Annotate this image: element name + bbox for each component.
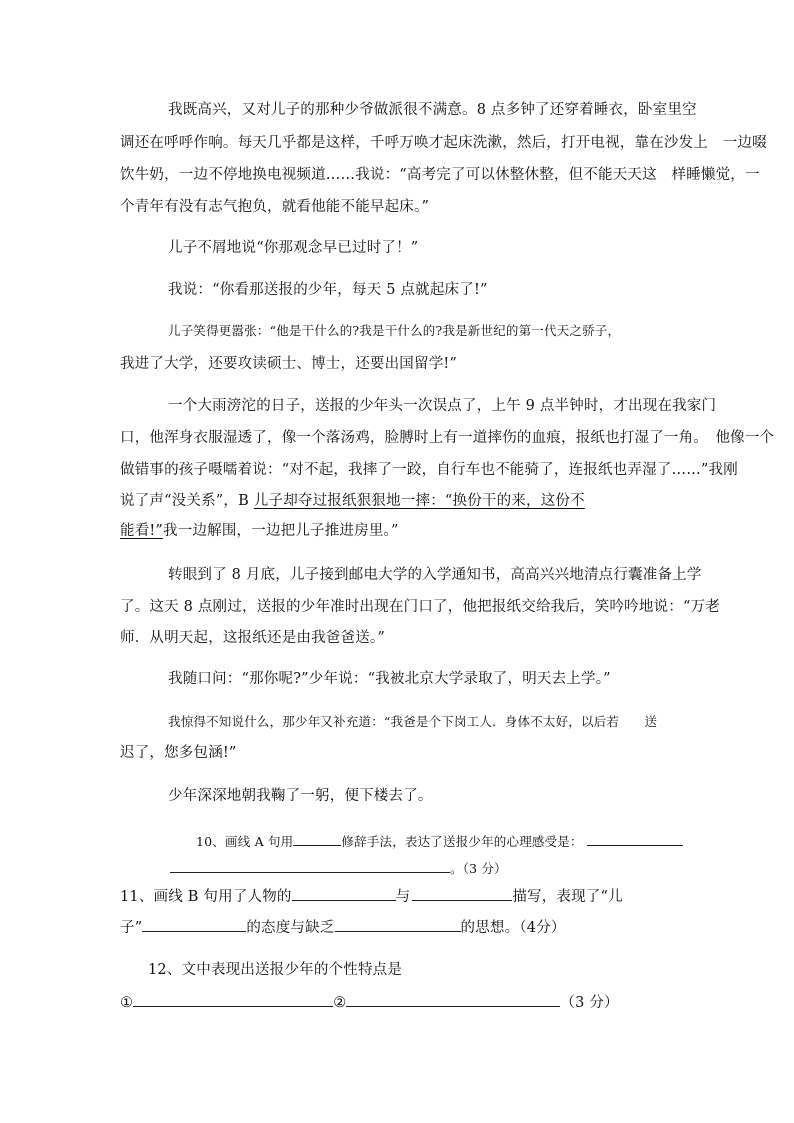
question-11-line-2 [120, 917, 680, 938]
paragraph-8-line-2: 迟了，您多包涵!” [120, 745, 237, 761]
question-12-blank-1[interactable] [133, 992, 333, 1007]
paragraph-4-line-2: 我进了大学，还要攻读硕士、博士，还要出国留学!” [120, 356, 458, 372]
question-11-and: 与 [395, 889, 411, 905]
question-11-middle: 描写，表现了“儿 [512, 889, 623, 905]
paragraph-6-line-1: 转眼到了 8 月底，儿子接到邮电大学的入学通知书，高高兴兴地清点行囊准备上学 [168, 567, 702, 583]
question-11-blank-2[interactable] [412, 886, 512, 901]
question-12-answer-line [120, 992, 680, 1013]
paragraph-5-line-4-lead: 说了声“没关系”，B [120, 493, 254, 509]
underlined-sentence-b-part-1: 儿子却夺过报纸狠狠地一摔：“换份干的来，这份不 [253, 493, 585, 509]
paragraph-4-line-1: 儿子笑得更嚣张：“他是干什么的?我是干什么的?我是新世纪的第一代天之骄子， [168, 323, 621, 338]
question-10-line-2 [170, 858, 670, 879]
paragraph-1-line-1: 我既高兴，又对儿子的那种少爷做派很不满意。8 点多钟了还穿着睡衣，卧室里空 [168, 102, 697, 118]
question-10-prefix: 10、画线 A 句用 [196, 834, 294, 849]
paragraph-5-line-2: 口，他浑身衣服湿透了，像一个落汤鸡，脸膊时上有一道摔伤的血痕，报纸也打湿了一角。 他像一个 [120, 430, 775, 446]
question-10-blank-rhetoric[interactable] [293, 831, 341, 846]
question-12-suffix: （3 分） [560, 995, 619, 1011]
question-10-blank-feeling-1[interactable] [587, 831, 683, 846]
paragraph-1-line-2: 调还在呼呼作响。每天几乎都是这样，千呼万唤才起床洗漱，然后，打开电视，靠在沙发上 一边啜 [120, 135, 767, 151]
question-10-blank-feeling-2[interactable] [170, 858, 450, 873]
paragraph-7: 我随口问：“那你呢?”少年说：“我被北京大学录取了，明天去上学。” [168, 671, 611, 687]
question-11-line-2-lead: 子” [120, 920, 143, 936]
question-11-attitude: 的态度与缺乏 [246, 920, 335, 936]
question-11-blank-1[interactable] [292, 886, 396, 901]
question-12-marker-1: ① [120, 995, 134, 1011]
underlined-sentence-b-part-2: 能看!” [120, 523, 164, 539]
question-12-prompt: 12、文中表现出送报少年的个性特点是 [148, 962, 403, 978]
paragraph-8-line-1: 我惊得不知说什么，那少年又补充道：“我爸是个下岗工人．身体不太好，以后若 送 [168, 714, 658, 729]
question-11-blank-4[interactable] [335, 917, 461, 932]
question-12-marker-2: ② [333, 995, 347, 1011]
paragraph-5-line-4 [120, 491, 680, 511]
paragraph-3: 我说：“你看那送报的少年，每天 5 点就起床了!” [168, 282, 488, 298]
paragraph-5-line-1: 一个大雨滂沱的日子，送报的少年头一次误点了，上午 9 点半钟时，才出现在我家门 [168, 398, 717, 414]
paragraph-5-line-3: 做错事的孩子嗫嚅着说：“对不起，我摔了一跤，自行车也不能骑了，连报纸也弄湿了……”我刚 [120, 462, 738, 478]
question-10-line-1 [196, 831, 686, 852]
paragraph-2: 儿子不屑地说“你那观念早已过时了！” [168, 240, 419, 256]
question-11-line-1 [120, 886, 680, 907]
paragraph-6-line-3: 师．从明天起，这报纸还是由我爸爸送。” [120, 630, 385, 646]
question-10-middle: 修辞手法，表达了送报少年的心理感受是： [341, 834, 583, 849]
paragraph-1-line-3: 饮牛奶，一边不停地换电视频道……我说：“高考完了可以休整休整，但不能天天这 样睡懒觉，一 [120, 167, 760, 183]
question-12-blank-2[interactable] [346, 992, 560, 1007]
paragraph-1-line-4: 个青年有没有志气抱负，就看他能不能早起床。” [120, 199, 430, 215]
question-10-suffix: 。（3 分） [450, 861, 507, 876]
paragraph-5-line-5 [120, 521, 680, 541]
paragraph-5-line-5-rest: 我一边解围，一边把儿子推进房里。” [163, 523, 399, 539]
question-11-suffix: 的思想。（4分） [460, 920, 566, 936]
question-11-blank-3[interactable] [142, 917, 246, 932]
paragraph-6-line-2: 了。这天 8 点刚过，送报的少年准时出现在门口了，他把报纸交给我后，笑吟吟地说：“万老 [120, 599, 720, 615]
paragraph-9: 少年深深地朝我鞠了一躬，便下楼去了。 [168, 788, 433, 804]
question-11-prefix: 11、画线 B 句用了人物的 [120, 889, 292, 905]
